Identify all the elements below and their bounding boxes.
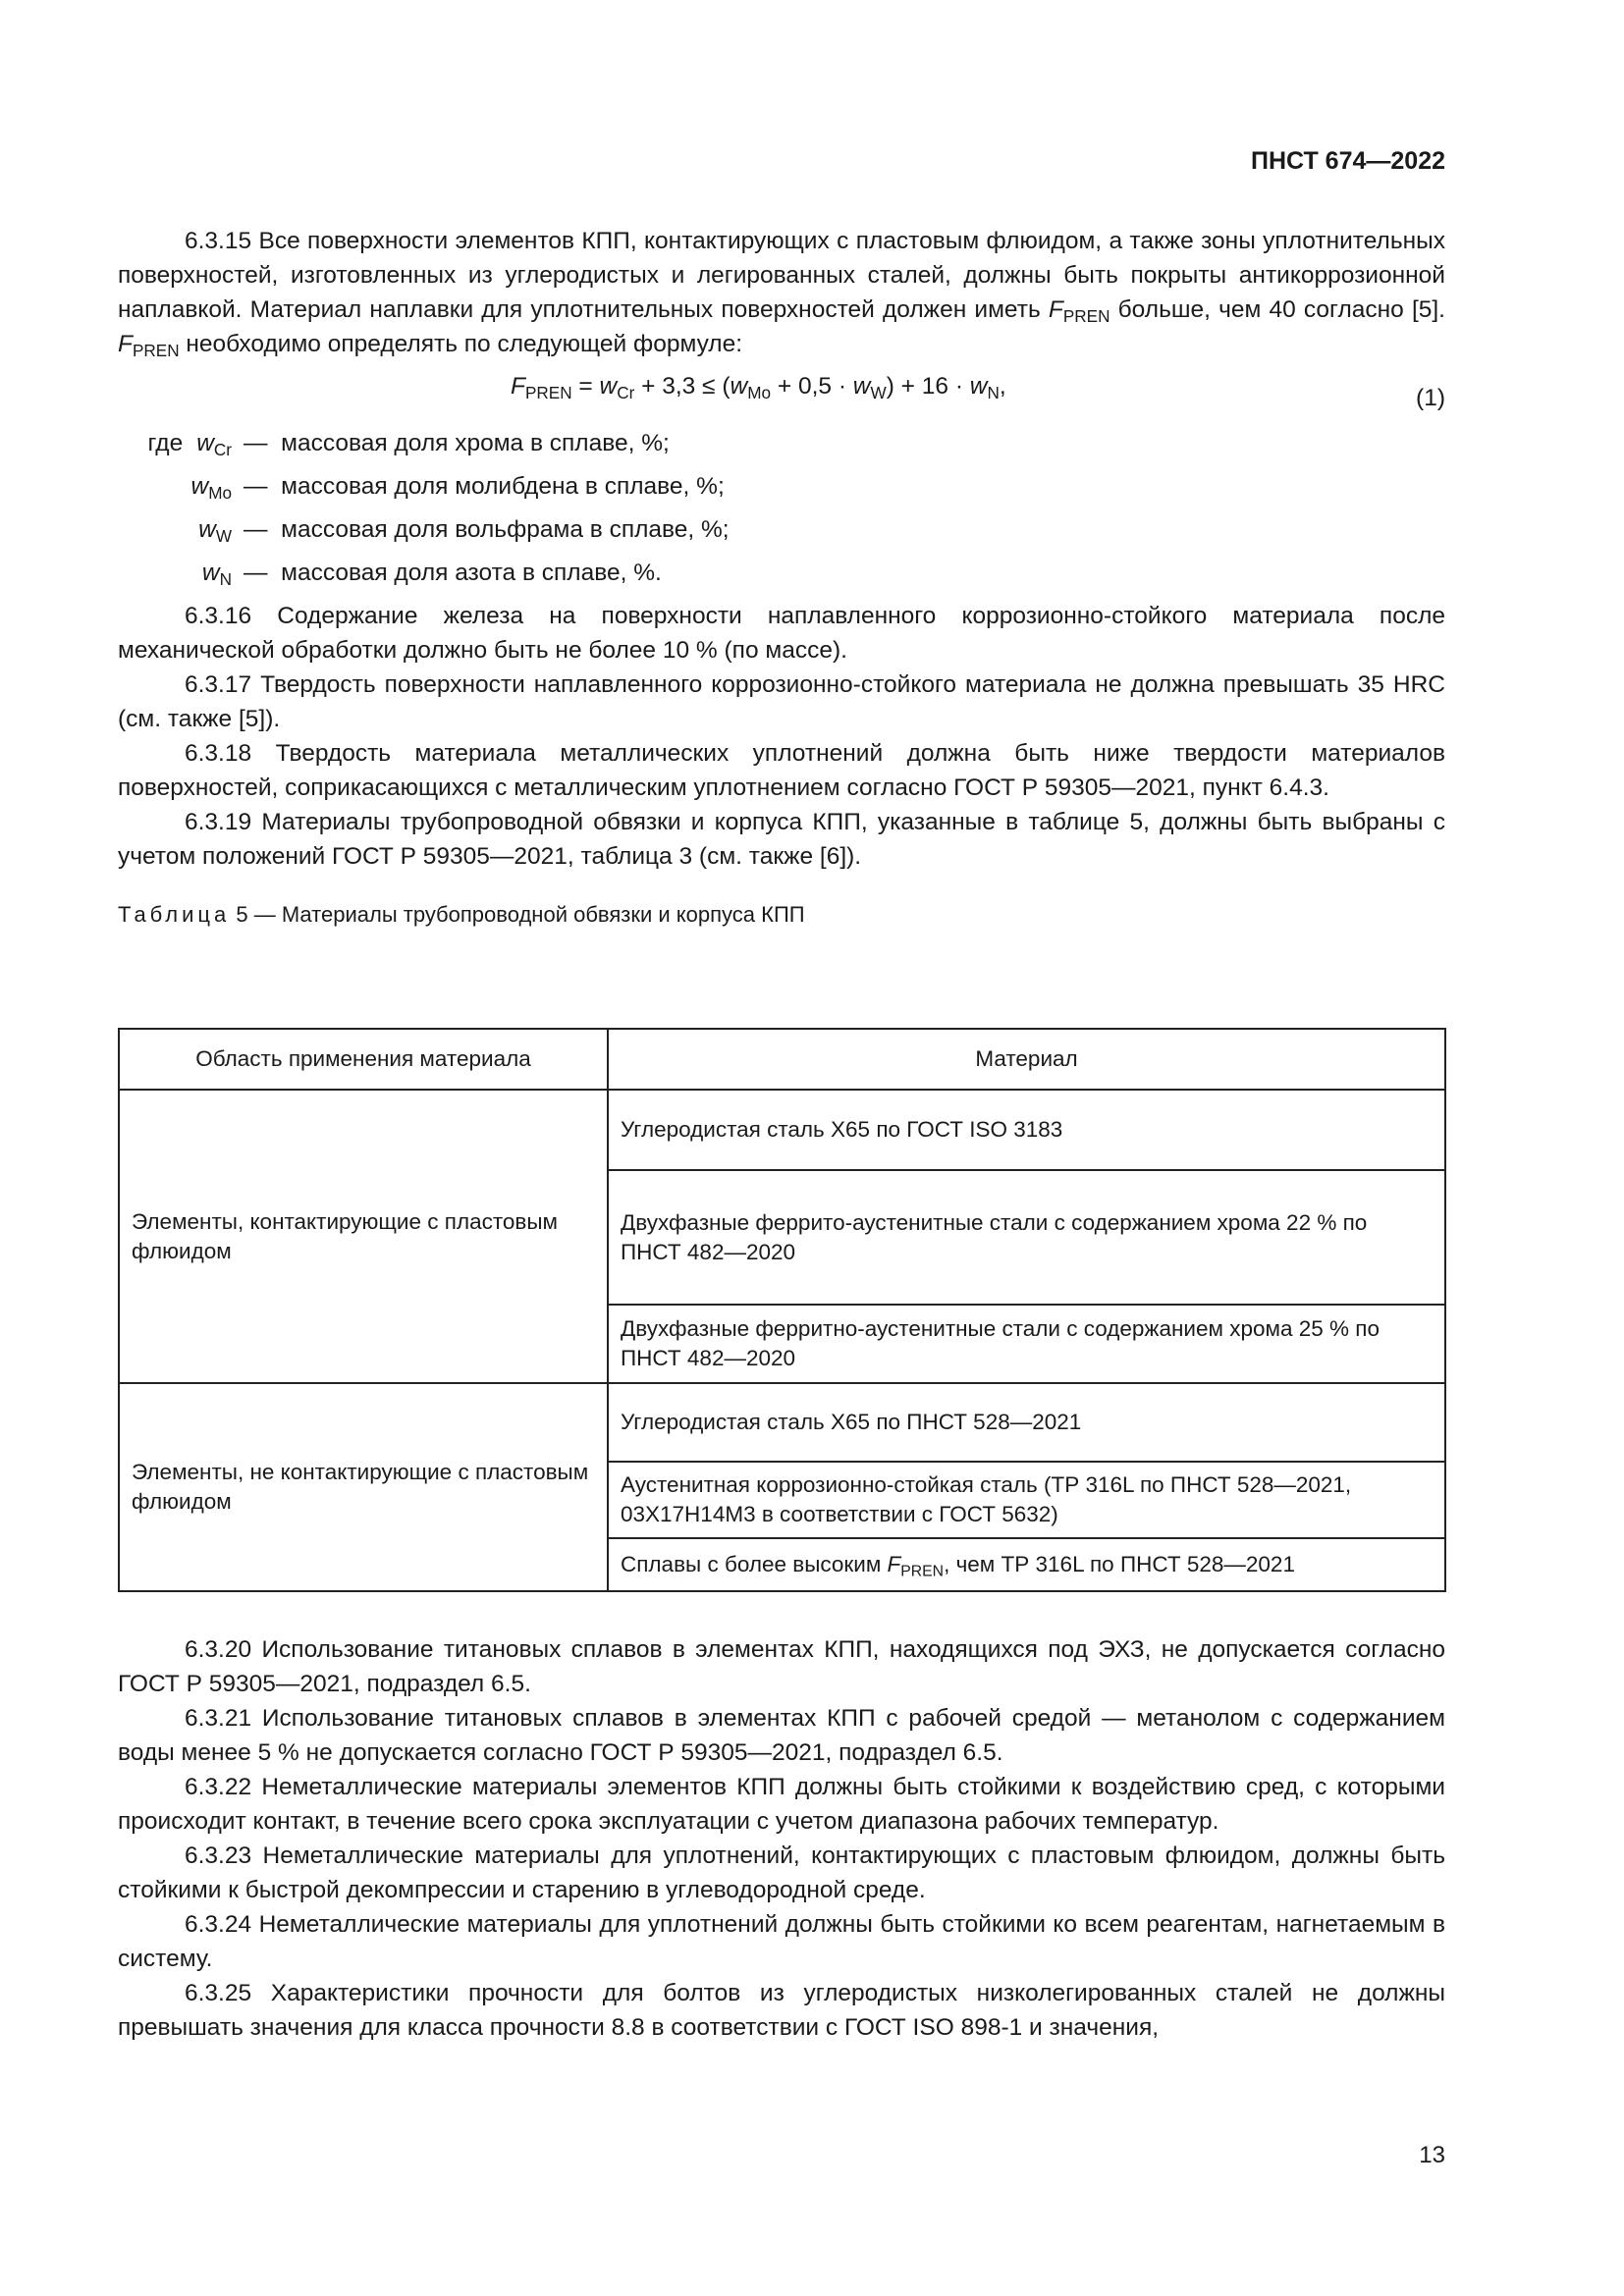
table-header-material: Материал <box>608 1029 1445 1090</box>
paragraph-6-3-25: 6.3.25 Характеристики прочности для болтов из углеродистых низколегированных сталей не должны превышать значения для класса прочности 8.8 в соответствии с ГОСТ ISO 898-1 и значения, <box>118 1980 1445 2041</box>
legend-row: где $w_{Cr}$ — массовая доля хрома в сплаве, %; <box>147 430 670 460</box>
table-cell-material: Двухфазные ферритно-аустенитные стали с содержанием хрома 25 % по ПНСТ 482—2020 <box>608 1305 1445 1383</box>
legend-row: $w_{Mo}$ — массовая доля молибдена в сплаве, %; <box>190 473 725 504</box>
table-caption: Таблица 5 — Материалы трубопроводной обвязки и корпуса КПП <box>118 902 805 927</box>
formula-number: (1) <box>1416 385 1445 411</box>
paragraph-6-3-16: 6.3.16 Содержание железа на поверхности наплавленного коррозионно-стойкого материала после механической обработки должно быть не более 10 % (по массе). <box>118 603 1445 664</box>
body-text-bottom <box>118 1632 1445 2045</box>
paragraph-6-3-20: 6.3.20 Использование титановых сплавов в элементах КПП, находящихся под ЭХЗ, не допускается согласно ГОСТ Р 59305—2021, подраздел 6.5. <box>118 1636 1445 1697</box>
paragraph-6-3-19: 6.3.19 Материалы трубопроводной обвязки и корпуса КПП, указанные в таблице 5, должны быть выбраны с учетом положений ГОСТ Р 59305—2021, таблица 3 (см. также [6]). <box>118 809 1445 870</box>
legend-row: $w_N$ — массовая доля азота в сплаве, %. <box>201 560 662 590</box>
variable-legend <box>118 426 1445 599</box>
paragraph-6-3-17: 6.3.17 Твердость поверхности наплавленного коррозионно-стойкого материала не должна превышать 35 HRC (см. также [5]). <box>118 671 1445 732</box>
table-row <box>119 1090 1445 1170</box>
table-cell-material: Сплавы с более высоким $F_{PREN}$, чем ТР 316L по ПНСТ 528—2021 <box>608 1538 1445 1591</box>
paragraph-6-3-23: 6.3.23 Неметаллические материалы для уплотнений, контактирующих с пластовым флюидом, должны быть стойкими к быстрой декомпрессии и старению в углеводородной среде. <box>118 1842 1445 1903</box>
table-cell-material: Углеродистая сталь Х65 по ГОСТ ISO 3183 <box>608 1090 1445 1170</box>
paragraph-6-3-22: 6.3.22 Неметаллические материалы элементов КПП должны быть стойкими к воздействию сред, с которыми происходит контакт, в течение всего срока эксплуатации с учетом диапазона рабочих температур. <box>118 1774 1445 1835</box>
table-cell-material: Аустенитная коррозионно-стойкая сталь (ТР 316L по ПНСТ 528—2021, 03Х17Н14М3 в соответствии с ГОСТ 5632) <box>608 1462 1445 1538</box>
formula-1 <box>118 361 1445 418</box>
table-cell-material: Углеродистая сталь Х65 по ПНСТ 528—2021 <box>608 1383 1445 1462</box>
materials-table <box>118 1028 1446 1592</box>
formula-expression: $F_{PREN} = w_{Cr} + 3,3 \le (w_{Mo} + 0,5 \cdot w_W) + 16 \cdot w_N$, <box>511 373 1006 403</box>
legend-row: $w_W$ — массовая доля вольфрама в сплаве, %; <box>198 516 730 547</box>
table-row <box>119 1383 1445 1462</box>
table-header-area: Область применения материала <box>119 1029 608 1090</box>
body-text-top <box>118 224 1445 932</box>
paragraph-6-3-24: 6.3.24 Неметаллические материалы для уплотнений должны быть стойкими ко всем реагентам, нагнетаемым в систему. <box>118 1911 1445 1972</box>
paragraph-6-3-18: 6.3.18 Твердость материала металлических уплотнений должна быть ниже твердости материалов поверхностей, соприкасающихся с металлическим уплотнением согласно ГОСТ Р 59305—2021, пункт 6.4.3. <box>118 740 1445 801</box>
table-cell-material: Двухфазные феррито-аустенитные стали с содержанием хрома 22 % по ПНСТ 482—2020 <box>608 1170 1445 1305</box>
paragraph-6-3-21: 6.3.21 Использование титановых сплавов в элементах КПП с рабочей средой — метанолом с содержанием воды менее 5 % не допускается согласно ГОСТ Р 59305—2021, подраздел 6.5. <box>118 1705 1445 1766</box>
table-cell-area: Элементы, контактирующие с пластовым флюидом <box>119 1090 608 1383</box>
table-cell-area: Элементы, не контактирующие с пластовым флюидом <box>119 1383 608 1591</box>
page-number: 13 <box>1419 2142 1445 2168</box>
document-number: ПНСТ 674—2022 <box>1251 147 1445 175</box>
table-header-row <box>119 1029 1445 1090</box>
paragraph-6-3-15: 6.3.15 Все поверхности элементов КПП, контактирующих с пластовым флюидом, а также зоны уплотнительных поверхностей, изготовленных из углеродистых и легированных сталей, должны быть покрыты антикоррозионной наплавкой. Материал наплавки для уплотнительных поверхностей должен иметь $F_{PREN}$ больше, чем 40 согласно [5]. $F_{PREN}$ необходимо определять по следующей формуле: <box>118 228 1445 361</box>
